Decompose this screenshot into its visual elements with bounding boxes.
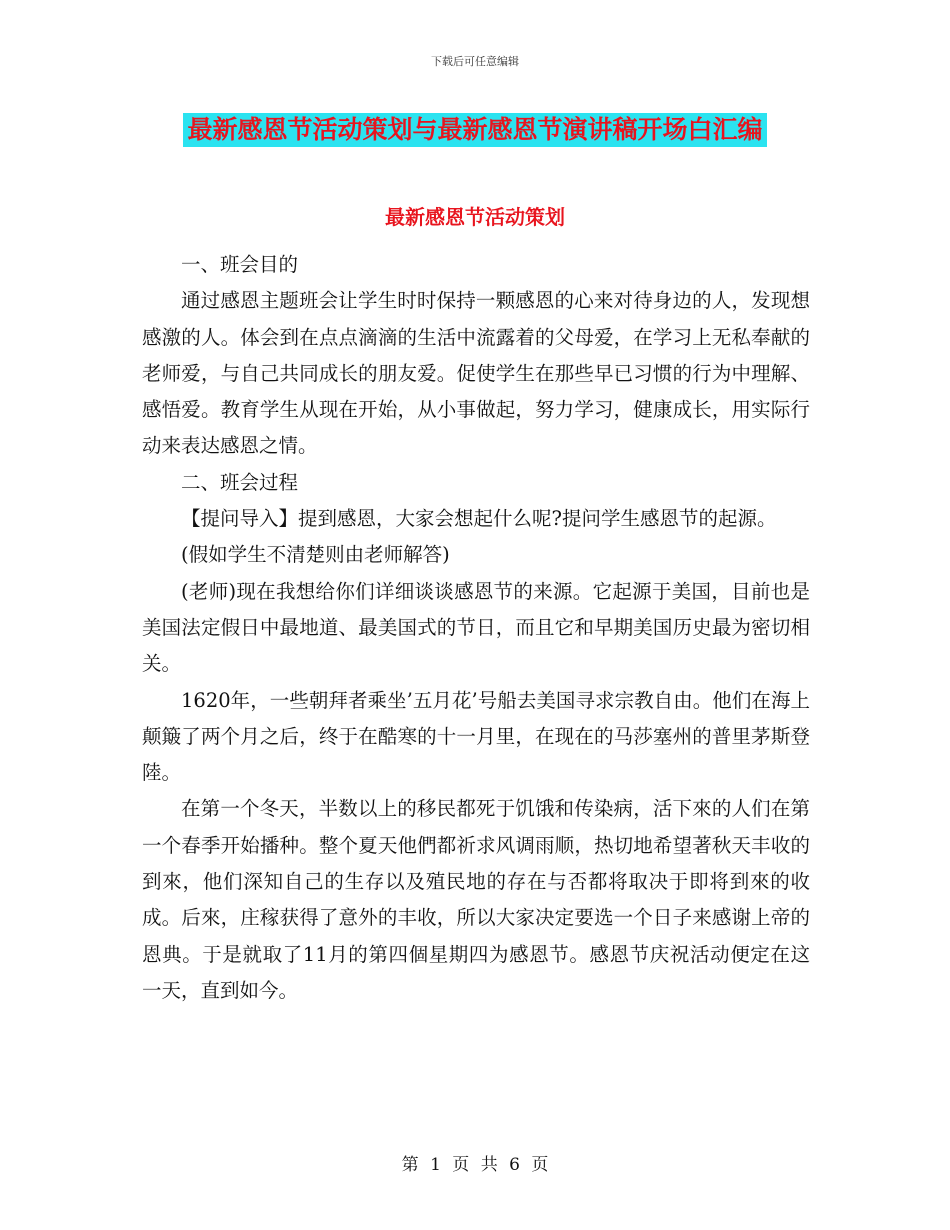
main-title-container <box>0 113 950 147</box>
paragraph: (假如学生不清楚则由老师解答) <box>181 543 450 567</box>
paragraph: 在第一个冬天，半数以上的移民都死于饥饿和传染病，活下來的人们在第一个春季开始播种。整个夏天他們都祈求风调雨顺，热切地希望著秋天丰收的到來，他们深知自己的生存以及殖民地的存在与否都将取决于即将到來的收成。后來，庄稼获得了意外的丰收，所以大家决定要选一个日子来感谢上帝的恩典。于是就取了11月的第四個星期四为感恩节。感恩节庆祝活动便定在这一天，直到如今。 <box>142 797 810 1002</box>
header-note: 下载后可任意编辑 <box>431 55 519 68</box>
footer-suffix: 页 <box>531 1155 549 1175</box>
footer-page-number: 1 <box>430 1155 441 1175</box>
main-title: 最新感恩节活动策划与最新感恩节演讲稿开场白汇编 <box>183 113 766 147</box>
footer-mid: 页 <box>452 1155 470 1175</box>
paragraph: 通过感恩主题班会让学生时时保持一颗感恩的心来对待身边的人，发现想感激的人。体会到在点点滴滴的生活中流露着的父母爱，在学习上无私奉献的老师爱，与自己共同成长的朋友爱。促使学生在那些早已习惯的行为中理解、感悟爱。教育学生从现在开始，从小事做起，努力学习，健康成长，用实际行动来表达感恩之情。 <box>142 289 810 458</box>
heading-purpose: 一、班会目的 <box>181 253 299 276</box>
heading-process: 二、班会过程 <box>181 470 299 494</box>
paragraph: (老师)现在我想给你们详细谈谈感恩节的来源。它起源于美国，目前也是美国法定假日中最地道、最美国式的节日，而且它和早期美国历史最为密切相关。 <box>142 579 810 676</box>
section-title: 最新感恩节活动策划 <box>385 205 565 229</box>
paragraph: 【提问导入】提到感恩，大家会想起什么呢?提问学生感恩节的起源。 <box>181 507 777 531</box>
paragraph: 1620年，一些朝拜者乘坐’五月花’号船去美国寻求宗教自由。他们在海上颠簸了两个月之后，终于在酷寒的十一月里，在现在的马莎塞州的普里茅斯登陸。 <box>142 688 810 785</box>
body-text <box>142 247 810 1009</box>
page-footer <box>0 1150 950 1175</box>
footer-prefix: 第 <box>401 1155 419 1175</box>
footer-of: 共 <box>480 1155 498 1175</box>
footer-total-pages: 6 <box>509 1155 520 1175</box>
